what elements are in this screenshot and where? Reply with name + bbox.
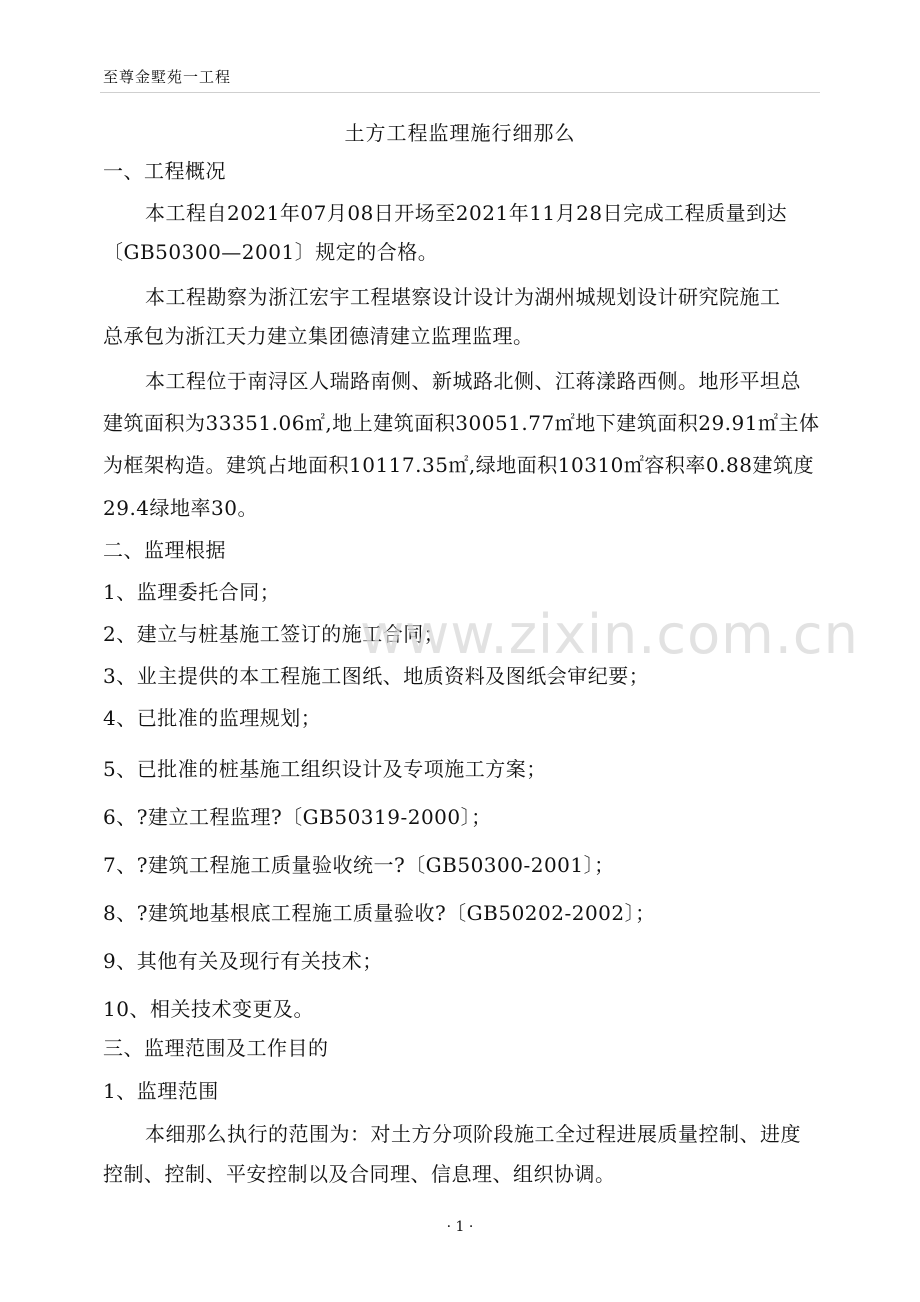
- list-item: 10、相关技术变更及。: [103, 997, 314, 1021]
- section-heading-scope: 三、监理范围及工作目的: [103, 1036, 329, 1060]
- list-item: 5、已批准的桩基施工组织设计及专项施工方案；: [103, 757, 547, 781]
- paragraph-line: 〔GB50300—2001〕规定的合格。: [103, 240, 439, 264]
- list-item: 3、业主提供的本工程施工图纸、地质资料及图纸会审纪要；: [103, 664, 650, 688]
- paragraph-line: 本工程勘察为浙江宏宇工程堪察设计设计为湖州城规划设计研究院施工: [145, 285, 781, 309]
- list-item: 2、建立与桩基施工签订的施工合同；: [103, 622, 445, 646]
- list-item: 4、已批准的监理规划；: [103, 706, 322, 730]
- list-item: 7、?建筑工程施工质量验收统一?〔GB50300-2001〕；: [103, 853, 615, 877]
- document-title: 土方工程监理施行细那么: [344, 121, 576, 145]
- watermark: www.zixin.com.cn: [360, 603, 859, 666]
- section-heading-overview: 一、工程概况: [103, 159, 226, 183]
- paragraph-line: 本工程自2021年07月08日开场至2021年11月28日完成工程质量到达: [145, 201, 788, 225]
- subsection-heading: 1、监理范围: [103, 1079, 219, 1103]
- paragraph-line: 建筑面积为33351.06㎡,地上建筑面积30051.77㎡地下建筑面积29.91㎡主体: [103, 411, 820, 435]
- paragraph-line: 29.4绿地率30。: [103, 496, 258, 520]
- header-divider: [100, 92, 820, 93]
- section-heading-basis: 二、监理根据: [103, 538, 226, 562]
- list-item: 8、?建筑地基根底工程施工质量验收?〔GB50202-2002〕；: [103, 901, 656, 925]
- paragraph-line: 本细那么执行的范围为：对土方分项阶段施工全过程进展质量控制、进度: [145, 1122, 801, 1146]
- paragraph-line: 控制、控制、平安控制以及合同理、信息理、组织协调。: [103, 1162, 616, 1186]
- list-item: 1、监理委托合同；: [103, 580, 281, 604]
- list-item: 9、其他有关及现行有关技术；: [103, 949, 383, 973]
- paragraph-line: 为框架构造。建筑占地面积10117.35㎡,绿地面积10310㎡容积率0.88建筑度: [103, 453, 814, 477]
- list-item: 6、?建立工程监理?〔GB50319-2000〕；: [103, 805, 492, 829]
- paragraph-line: 总承包为浙江天力建立集团德清建立监理监理。: [103, 324, 534, 348]
- page-number: · 1 ·: [446, 1219, 474, 1235]
- header-project-name: 至尊金墅苑一工程: [103, 68, 232, 86]
- paragraph-line: 本工程位于南浔区人瑞路南侧、新城路北侧、江蒋漾路西侧。地形平坦总: [145, 369, 801, 393]
